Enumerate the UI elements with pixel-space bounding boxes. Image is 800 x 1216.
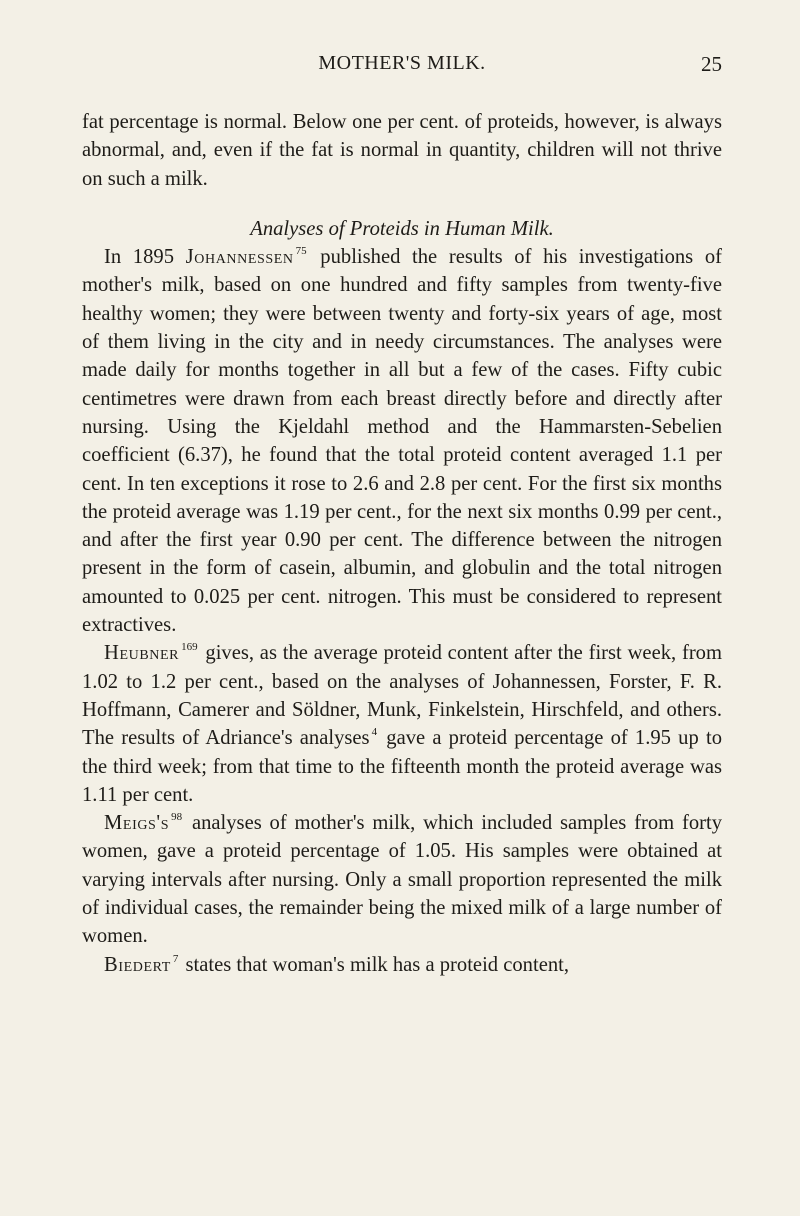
- paragraph-lead: In 1895: [104, 246, 174, 269]
- section-heading: Analyses of Proteids in Human Milk.: [250, 217, 554, 240]
- paragraph-text: states that woman's milk has a proteid content,: [185, 953, 569, 976]
- reference-number: 75: [295, 245, 307, 258]
- paragraph-heubner: [82, 639, 722, 809]
- paragraph-biedert: [82, 951, 722, 979]
- reference-number: 169: [181, 641, 198, 654]
- author-name: Meigs's: [104, 812, 170, 835]
- paragraph-text: gave a proteid percentage of 1.95 up to the third week; from that time to the fifteenth month the proteid average was 1.11 per cent.: [82, 727, 722, 806]
- author-name: Heubner: [104, 642, 180, 665]
- reference-number: 7: [172, 952, 179, 965]
- reference-number: 98: [171, 811, 183, 824]
- paragraph-continued: fat percentage is normal. Below one per cent. of proteids, however, is always abnormal, and, even if the fat is normal in quantity, children will not thrive on such a milk.: [82, 111, 722, 190]
- paragraph-meigs: [82, 809, 722, 950]
- author-name: Biedert: [104, 953, 171, 976]
- running-title: MOTHER'S MILK.: [318, 52, 486, 74]
- book-page: [82, 52, 722, 979]
- author-name: Johannessen: [185, 246, 294, 269]
- reference-number: 4: [371, 726, 378, 739]
- paragraph-johannessen: [82, 243, 722, 639]
- page-number: 25: [701, 52, 722, 76]
- paragraph-text: gives, as the average proteid content after the first week, from 1.02 to 1.2 per cent., based on the analyses of Johannessen, Forster, F. R. Hoffmann, Camerer and Söldner, Munk, Finkelstein, Hirschfeld, and others. The results of Adriance's analyses: [82, 642, 722, 750]
- running-head: [82, 52, 722, 82]
- paragraph-text: analyses of mother's milk, which included samples from forty women, gave a proteid percentage of 1.05. His samples were obtained at varying intervals after nursing. Only a small proportion represented the milk of individual cases, the remainder being the mixed milk of a large number of women.: [82, 812, 722, 948]
- paragraph-text: published the results of his investigations of mother's milk, based on one hundred and fifty samples from twenty-five healthy women; they were between twenty and forty-six years of age, most of them living in the city and in needy circumstances. The analyses were made daily for months together in all but a few of the cases. Fifty cubic centimetres were drawn from each breast directly before and directly after nursing. Using the Kjeldahl method and the Hammarsten-Sebelien coefficient (6.37), he found that the total proteid content averaged 1.1 per cent. In ten exceptions it rose to 2.6 and 2.8 per cent. For the first six months the proteid average was 1.19 per cent., for the next six months 0.99 per cent., and after the first year 0.90 per cent. The difference between the nitrogen present in the form of casein, albumin, and globulin and the total nitrogen amounted to 0.025 per cent. nitrogen. This must be considered to represent extractives.: [82, 246, 722, 637]
